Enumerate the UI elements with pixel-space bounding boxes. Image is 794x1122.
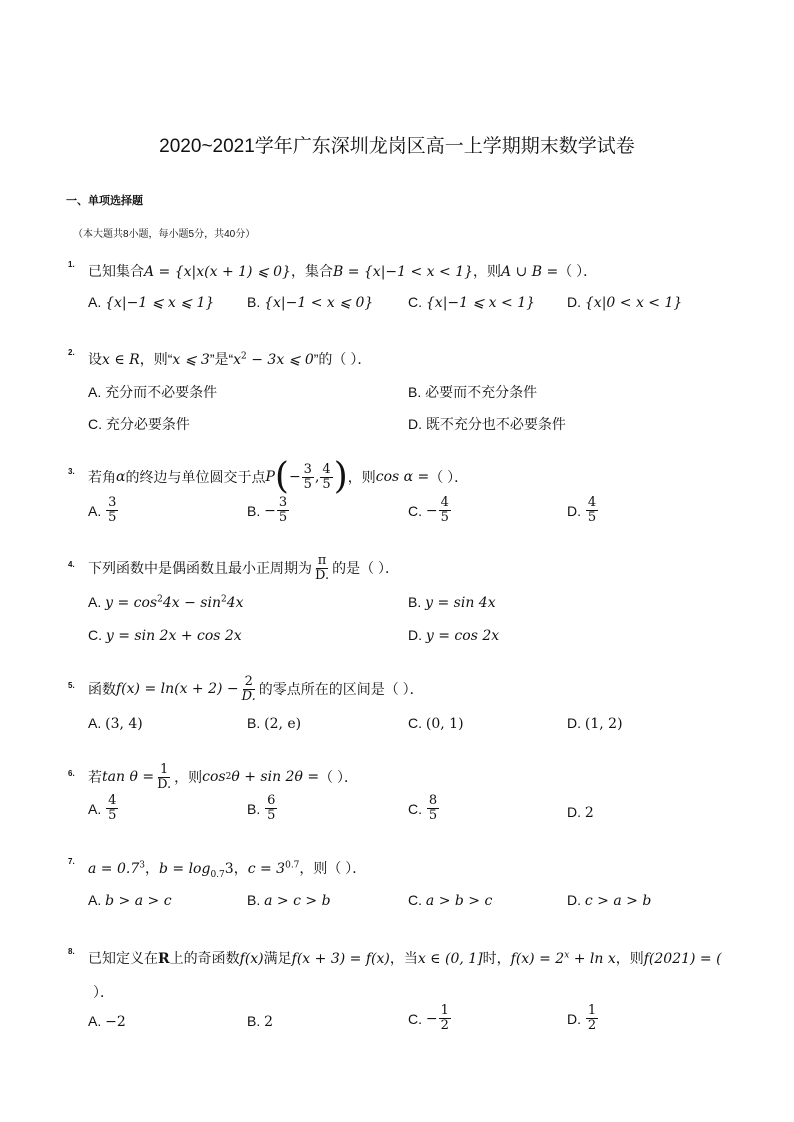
stem-text: 上的奇函数 (169, 950, 240, 966)
stem-text: （ ）． (429, 469, 469, 485)
option-d[interactable] (567, 715, 623, 732)
option-c[interactable] (408, 794, 440, 823)
option-letter: D. (567, 892, 581, 908)
fraction (586, 1004, 598, 1033)
stem-math: a = 0.7 (88, 861, 140, 877)
option-b[interactable] (247, 715, 301, 732)
stem-math: cos α = (375, 469, 430, 485)
option-letter: D. (408, 627, 422, 643)
superscript: 2 (157, 594, 163, 605)
stem-math: P (265, 469, 275, 485)
option-a[interactable] (88, 1013, 126, 1030)
denominator: 5 (108, 510, 117, 525)
stem-math: − 3x ⩽ 0 (246, 352, 314, 368)
question-stem (88, 551, 399, 585)
option-letter: D. (567, 804, 581, 820)
option-d[interactable] (567, 1004, 599, 1033)
denominator: 5 (322, 476, 331, 492)
question-number: 5. (68, 681, 75, 690)
minus-sign: − (288, 469, 301, 485)
option-b[interactable] (247, 1013, 273, 1030)
superscript: 2 (220, 594, 227, 605)
stem-math: f(2021) = ( (643, 951, 722, 967)
option-b[interactable] (247, 496, 290, 525)
stem-math: A ∪ B = (501, 264, 559, 280)
denominator: 5 (440, 510, 449, 525)
question-stem (88, 457, 468, 497)
denominator: 5 (267, 808, 276, 823)
fraction (439, 496, 451, 525)
minus-sign: − (425, 1010, 438, 1027)
option-letter: D. (567, 502, 581, 519)
option-c[interactable]: C. 充分必要条件 (88, 416, 190, 432)
stem-math: b = log (158, 861, 211, 877)
denominator: D. (315, 567, 330, 583)
option-letter: B. (247, 502, 261, 519)
superscript: 0.7 (285, 860, 300, 871)
option-a[interactable] (88, 294, 214, 311)
question-number: 6. (68, 769, 75, 778)
stem-math: f(x) = 2 (510, 951, 565, 967)
stem-text: ，集合 (290, 263, 333, 279)
numerator: 3 (303, 461, 312, 477)
option-letter: A. (88, 594, 102, 610)
fraction (155, 763, 173, 792)
stem-text: 下列函数中是偶函数且最小正周期为 (88, 560, 312, 576)
option-letter: A. (88, 294, 102, 310)
stem-math: 3 (224, 861, 234, 877)
stem-text: ，则 (615, 950, 644, 966)
numerator: 4 (587, 495, 597, 510)
option-a[interactable] (88, 794, 119, 823)
option-letter: B. (247, 800, 261, 817)
section-heading: 一、单项选择题 (66, 195, 143, 207)
stem-text: 设 (88, 351, 102, 367)
option-value: a > c > b (264, 893, 331, 909)
question-number: 4. (68, 560, 75, 569)
option-letter: A. (88, 892, 102, 908)
question-number: 7. (68, 857, 75, 866)
option-c[interactable] (408, 1004, 452, 1033)
superscript: 2 (241, 351, 247, 362)
stem-text: 的终边与单位圆交于点 (125, 469, 266, 485)
option-a[interactable]: A. 充分而不必要条件 (88, 384, 218, 400)
stem-text: 满足 (263, 950, 292, 966)
question-stem-continued: ）． (93, 984, 114, 1000)
stem-math: tan θ = (102, 769, 155, 785)
question-number: 1. (68, 260, 75, 269)
option-value: 4x − sin (162, 595, 221, 611)
option-letter: A. (88, 1013, 102, 1029)
stem-text: ，则 (473, 263, 502, 279)
stem-text: ，则 (347, 469, 376, 485)
subscript: 0.7 (210, 869, 225, 880)
stem-math: f(x + 3) = f(x) (291, 951, 390, 967)
option-letter: B. (247, 892, 261, 908)
stem-text: ，则 (174, 769, 203, 785)
stem-math: α (116, 469, 126, 485)
stem-math: x ∈ (0, 1] (417, 951, 483, 967)
stem-math: R (158, 951, 170, 967)
option-value: 2 (584, 805, 594, 821)
option-letter: B. (247, 294, 261, 310)
option-letter: C. (88, 627, 102, 643)
fraction (586, 496, 598, 525)
option-letter: A. (88, 715, 102, 731)
option-letter: C. (408, 294, 422, 310)
question-stem (88, 948, 722, 968)
stem-math: f(x) = ln(x + 2) − (116, 681, 239, 697)
right-paren: ) (333, 456, 348, 497)
question-number: 8. (68, 947, 75, 956)
option-value: y = cos (105, 595, 158, 611)
option-letter: C. (408, 502, 422, 519)
option-value: c > a > b (584, 893, 652, 909)
option-value: 2 (264, 1014, 274, 1030)
stem-text: ，则（ ）． (299, 860, 367, 876)
option-letter: C. (408, 715, 422, 731)
stem-math: c = 3 (247, 861, 286, 877)
numerator: 1 (440, 1003, 449, 1018)
section-note: （本大题共8小题，每小题5分，共40分） (73, 229, 256, 240)
option-letter: C. (408, 1010, 422, 1027)
option-b[interactable] (408, 594, 496, 611)
option-d[interactable] (408, 627, 499, 644)
denominator: D. (241, 688, 256, 704)
superscript: 3 (139, 860, 145, 871)
stem-text: 若角 (88, 469, 116, 485)
stem-text: 函数 (88, 681, 116, 697)
fraction (277, 496, 289, 525)
option-value: {x|−1 ⩽ x < 1} (425, 295, 536, 311)
option-a[interactable] (88, 892, 172, 909)
option-a[interactable] (88, 496, 119, 525)
option-value: (3, 4) (105, 716, 143, 732)
stem-text: 的是（ ）． (332, 560, 399, 576)
option-letter: B. (247, 715, 261, 731)
option-letter: A. (88, 502, 102, 519)
option-b[interactable] (247, 794, 278, 823)
question-stem (88, 858, 366, 880)
question-stem (88, 349, 371, 369)
fraction (313, 554, 331, 583)
option-d[interactable]: D. 既不充分也不必要条件 (408, 416, 566, 432)
question-number: 2. (68, 348, 75, 357)
option-c[interactable] (408, 715, 464, 732)
fraction (320, 463, 332, 492)
option-value: y = sin 2x + cos 2x (105, 628, 242, 644)
numerator: 4 (440, 495, 449, 510)
numerator: π (317, 552, 327, 568)
stem-text: ”是“ (209, 351, 234, 367)
numerator: 4 (108, 793, 117, 808)
stem-math: x (233, 352, 242, 368)
stem-text: ， (233, 860, 248, 876)
option-a[interactable] (88, 715, 143, 732)
denominator: 5 (278, 510, 288, 525)
numerator: 3 (108, 495, 117, 510)
option-value: (1, 2) (584, 716, 623, 732)
question-stem (88, 261, 597, 281)
denominator: 5 (303, 476, 312, 492)
option-value: {x|0 < x < 1} (584, 295, 683, 311)
denominator: 5 (587, 510, 597, 525)
stem-text: （ ）． (558, 263, 598, 279)
stem-text: （ ）． (319, 769, 358, 785)
numerator: 1 (159, 761, 169, 777)
fraction (106, 794, 118, 823)
option-value: {x|−1 < x ⩽ 0} (264, 295, 374, 311)
option-letter: B. (408, 594, 422, 610)
option-letter: C. (408, 800, 422, 817)
superscript: x (564, 950, 570, 961)
numerator: 8 (428, 793, 438, 808)
question-stem (88, 760, 358, 794)
numerator: 1 (587, 1003, 597, 1018)
option-letter: A. (88, 800, 102, 817)
numerator: 6 (267, 793, 276, 808)
stem-text: 已知集合 (88, 263, 144, 279)
left-paren: ( (274, 456, 289, 497)
option-letter: C. (408, 892, 422, 908)
stem-text: ，则“ (139, 351, 173, 367)
option-c[interactable] (408, 892, 492, 909)
stem-math: x ⩽ 3 (172, 352, 210, 368)
option-value: a > b > c (425, 893, 493, 909)
fraction (439, 1004, 451, 1033)
option-value: (0, 1) (425, 716, 464, 732)
page-title: 2020~2021学年广东深圳龙岗区高一上学期期末数学试卷 (159, 136, 635, 157)
stem-text: 已知定义在 (88, 950, 158, 966)
denominator: 2 (587, 1018, 597, 1033)
option-c[interactable] (408, 294, 535, 311)
denominator: 5 (108, 808, 117, 823)
stem-math: f(x) (239, 951, 264, 967)
option-d[interactable] (567, 496, 599, 525)
option-c[interactable] (88, 627, 242, 644)
option-letter: B. (247, 1013, 261, 1029)
option-value: −2 (105, 1014, 126, 1030)
option-a[interactable] (88, 594, 244, 611)
option-value: (2, e) (264, 716, 302, 732)
numerator: 3 (278, 495, 288, 510)
stem-text: 时， (482, 950, 511, 966)
question-stem (88, 672, 424, 706)
stem-text: 的零点所在的区间是（ ）． (258, 681, 424, 697)
option-letter: D. (567, 294, 581, 310)
option-value: b > a > c (105, 893, 172, 909)
denominator: D. (157, 776, 172, 792)
denominator: 5 (428, 808, 438, 823)
stem-text: 若 (88, 769, 102, 785)
stem-math: B = {x|−1 < x < 1} (332, 264, 474, 280)
stem-text: ，当 (389, 950, 418, 966)
stem-text: ， (144, 860, 159, 876)
option-d[interactable] (567, 804, 594, 821)
option-d[interactable] (567, 294, 682, 311)
option-d[interactable] (567, 892, 651, 909)
stem-math: θ + sin 2θ = (231, 769, 320, 785)
option-value: 4x (226, 595, 244, 611)
stem-text: ”的（ ）． (313, 351, 372, 367)
minus-sign: − (264, 502, 276, 519)
option-value: y = sin 4x (425, 595, 496, 611)
numerator: 2 (244, 673, 253, 689)
stem-math: cos (202, 769, 226, 785)
option-letter: D. (567, 715, 581, 731)
option-b[interactable] (247, 892, 331, 909)
fraction (240, 675, 258, 704)
option-value: y = cos 2x (425, 628, 500, 644)
numerator: 4 (322, 461, 331, 477)
minus-sign: − (425, 502, 438, 519)
fraction (302, 463, 314, 492)
option-b[interactable] (247, 294, 373, 311)
fraction (106, 496, 118, 525)
comma: , (314, 469, 320, 485)
stem-math: A = {x|x(x + 1) ⩽ 0} (144, 264, 291, 280)
stem-math: x ∈ R (102, 352, 140, 368)
denominator: 2 (440, 1018, 449, 1033)
superscript: 2 (225, 772, 232, 782)
fraction (265, 794, 277, 823)
option-letter: D. (567, 1010, 581, 1027)
stem-math: + ln x (569, 951, 616, 967)
option-b[interactable]: B. 必要而不充分条件 (408, 384, 538, 400)
fraction (427, 794, 439, 823)
option-value: {x|−1 ⩽ x ⩽ 1} (105, 295, 215, 311)
option-c[interactable] (408, 496, 452, 525)
question-number: 3. (68, 467, 75, 476)
